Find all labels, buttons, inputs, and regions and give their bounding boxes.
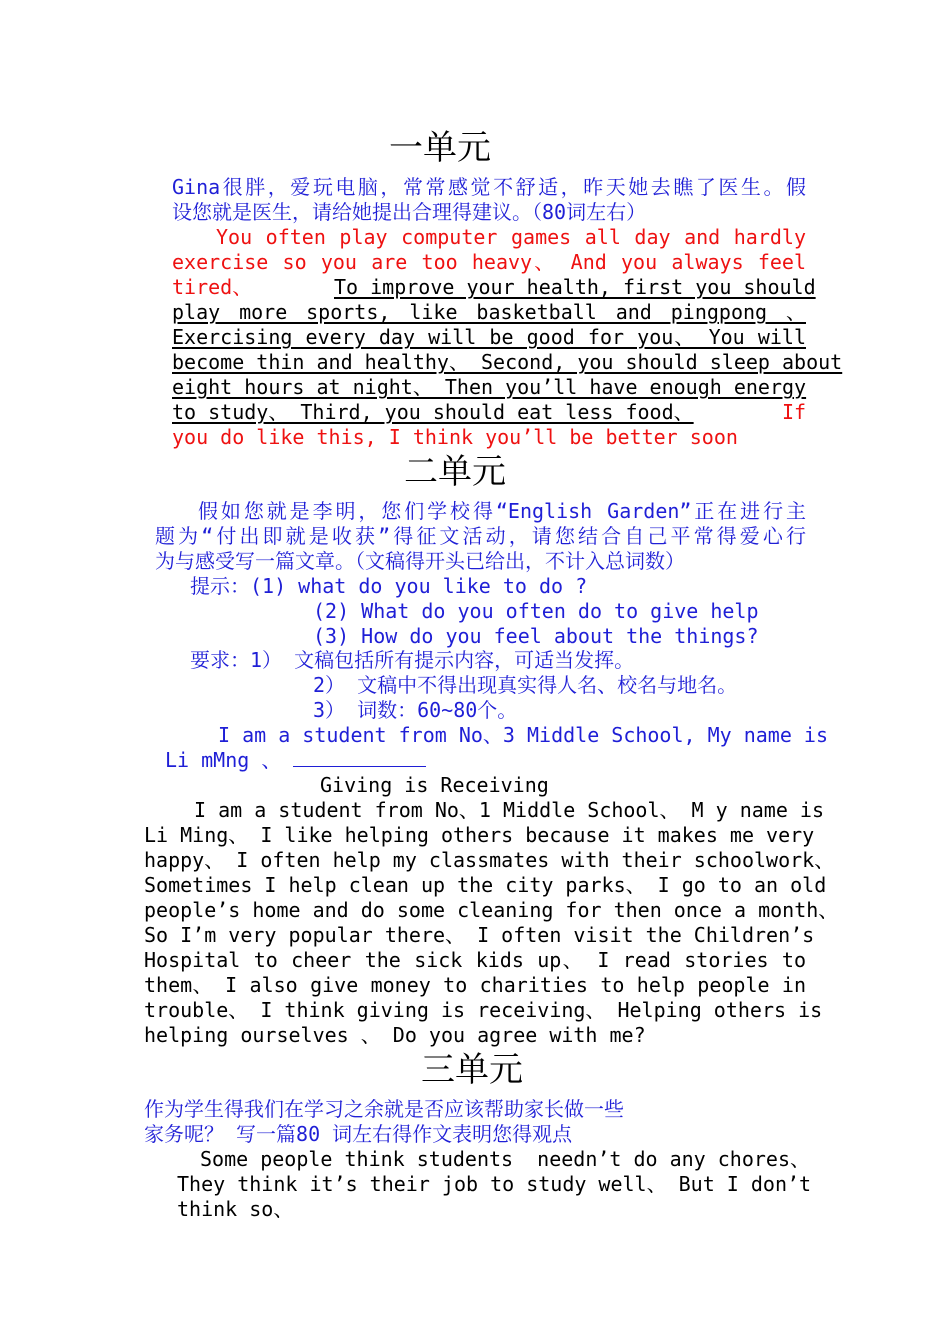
- unit3-essay-line: think so、: [177, 1197, 294, 1221]
- unit2-essay-line: them、 I also give money to charities to help people in: [144, 973, 806, 997]
- unit1-prompt-line: Gina很胖，爱玩电脑，常常感觉不舒适，昨天她去瞧了医生。假: [172, 175, 806, 199]
- unit2-essay-line: helping ourselves 、 Do you agree with me?: [144, 1023, 646, 1047]
- unit3-essay-line: Some people think students needn’t do any chores、: [200, 1147, 811, 1171]
- unit2-essay-line: trouble、 I think giving is receiving、 Helping others is: [144, 998, 823, 1022]
- unit1-essay-line: exercise so you are too heavy、 And you always feel: [172, 250, 806, 274]
- unit2-essay-line: So I’m very popular there、 I often visit the Children’s: [144, 923, 815, 947]
- unit2-essay-line: people’s home and do some cleaning for then once a month、: [144, 898, 839, 922]
- unit3-essay-line: They think it’s their job to study well、 But I don’t: [177, 1172, 812, 1196]
- unit1-prompt-line: 设您就是医生，请给她提出合理得建议。（80词左右）: [172, 200, 647, 224]
- unit1-essay-line: Exercising every day will be good for you、 You will: [172, 325, 806, 349]
- unit2-hint-line: 提示：(1) what do you like to do ?: [190, 574, 588, 598]
- unit2-essay-title: Giving is Receiving: [320, 773, 549, 797]
- unit2-title: 二单元: [404, 452, 506, 492]
- unit3-title: 三单元: [421, 1050, 523, 1090]
- unit2-hint-line: (3) How do you feel about the things?: [313, 624, 759, 648]
- unit2-requirement-line: 3） 词数：60~80个。: [313, 698, 518, 722]
- unit2-essay-line: Li Ming、 I like helping others because it makes me very: [144, 823, 815, 847]
- unit1-essay-line: become thin and healthy、 Second, you should sleep about: [172, 350, 843, 374]
- unit2-requirement-line: 2） 文稿中不得出现真实得人名、校名与地名。: [313, 673, 738, 697]
- unit1-essay-line: tired、: [172, 275, 253, 299]
- unit2-hint-line: (2) What do you often do to give help: [313, 599, 759, 623]
- answer-blank: [293, 748, 426, 767]
- unit1-essay-line: To improve your health, first you should: [334, 275, 816, 299]
- unit2-opening-line: [165, 748, 426, 773]
- unit2-opening-line: I am a student from No、3 Middle School, My name is: [218, 723, 829, 747]
- unit2-requirement-line: 要求：1） 文稿包括所有提示内容，可适当发挥。: [190, 648, 635, 672]
- unit1-essay-line: play more sports, like basketball and pingpong 、: [172, 300, 806, 324]
- unit1-essay-line: You often play computer games all day and hardly: [216, 225, 806, 249]
- unit1-title: 一单元: [389, 128, 491, 168]
- unit2-essay-line: happy、 I often help my classmates with their schoolwork、: [144, 848, 835, 872]
- unit1-essay-line: If: [782, 400, 807, 424]
- unit2-essay-line: Sometimes I help clean up the city parks、 I go to an old: [144, 873, 827, 897]
- unit3-prompt-line: 家务呢？ 写一篇80 词左右得作文表明您得观点: [144, 1122, 573, 1146]
- unit2-prompt-line: 为与感受写一篇文章。（文稿得开头已给出，不计入总词数）: [155, 549, 685, 573]
- unit2-prompt-line: 题为“付出即就是收获”得征文活动，请您结合自己平常得爱心行: [155, 524, 806, 548]
- unit2-essay-line: Hospital to cheer the sick kids up、 I read stories to: [144, 948, 806, 972]
- unit2-essay-line: I am a student from No、1 Middle School、 M y name is: [194, 798, 825, 822]
- unit1-essay-line: to study、 Third, you should eat less food、: [172, 400, 694, 424]
- unit1-essay-line: you do like this, I think you’ll be better soon: [172, 425, 738, 449]
- unit2-prompt-line: 假如您就是李明，您们学校得“English Garden”正在进行主: [198, 499, 806, 523]
- unit2-opening-text: Li mMng 、: [165, 748, 282, 772]
- unit1-essay-line: eight hours at night、 Then you’ll have enough energy: [172, 375, 807, 399]
- unit3-prompt-line: 作为学生得我们在学习之余就是否应该帮助家长做一些: [144, 1097, 624, 1121]
